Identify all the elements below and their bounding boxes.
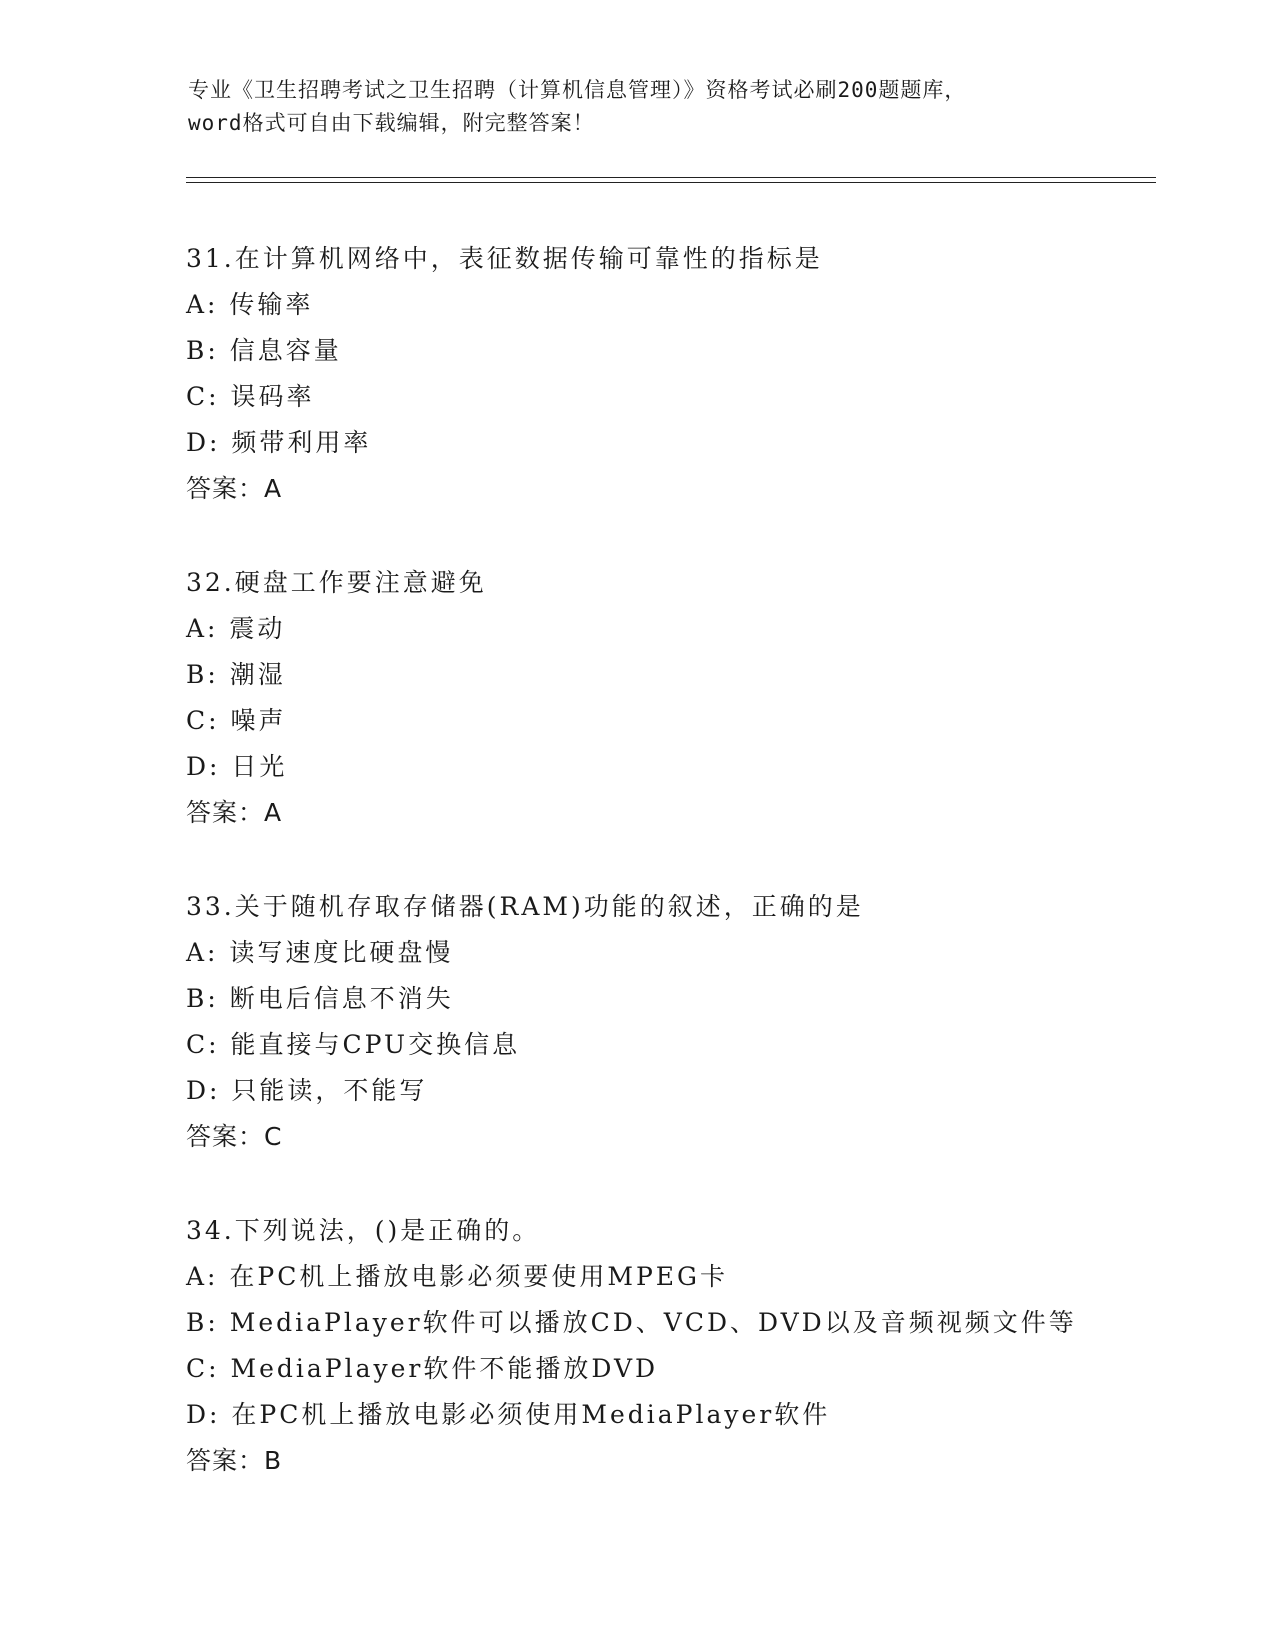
answer-key: 答案：B [186,1446,283,1475]
option-b: B: 信息容量 [186,336,342,365]
option-a: A: 在PC机上播放电影必须要使用MPEG卡 [186,1262,729,1291]
document-header [188,74,1088,140]
option-d: D: 在PC机上播放电影必须使用MediaPlayer软件 [186,1400,831,1429]
question-stem: 33.关于随机存取存储器(RAM)功能的叙述，正确的是 [186,892,864,921]
option-b: B: MediaPlayer软件可以播放CD、VCD、DVD以及音频视频文件等 [186,1308,1077,1337]
option-d: D: 日光 [186,752,288,781]
option-a: A: 传输率 [186,290,314,319]
option-d: D: 频带利用率 [186,428,372,457]
question-stem: 31.在计算机网络中，表征数据传输可靠性的指标是 [186,244,823,273]
header-divider-bottom [186,182,1156,183]
option-b: B: 断电后信息不消失 [186,984,454,1013]
header-title-line-2: word格式可自由下载编辑，附完整答案！ [188,111,595,135]
option-d: D: 只能读，不能写 [186,1076,428,1105]
question-stem: 32.硬盘工作要注意避免 [186,568,487,597]
answer-key: 答案：A [186,474,283,503]
option-c: C: 误码率 [186,382,315,411]
option-c: C: 能直接与CPU交换信息 [186,1030,521,1059]
header-divider-top [186,177,1156,178]
question-stem: 34.下列说法，()是正确的。 [186,1216,541,1245]
option-a: A: 震动 [186,614,286,643]
header-title-line-1: 专业《卫生招聘考试之卫生招聘（计算机信息管理）》资格考试必刷200题题库， [188,78,967,102]
question-list [186,236,1186,1532]
answer-key: 答案：A [186,798,283,827]
question-31 [186,236,1186,512]
question-34 [186,1208,1186,1484]
option-a: A: 读写速度比硬盘慢 [186,938,454,967]
option-c: C: 噪声 [186,706,287,735]
option-c: C: MediaPlayer软件不能播放DVD [186,1354,659,1383]
answer-key: 答案：C [186,1122,283,1151]
question-33 [186,884,1186,1160]
question-32 [186,560,1186,836]
option-b: B: 潮湿 [186,660,286,689]
